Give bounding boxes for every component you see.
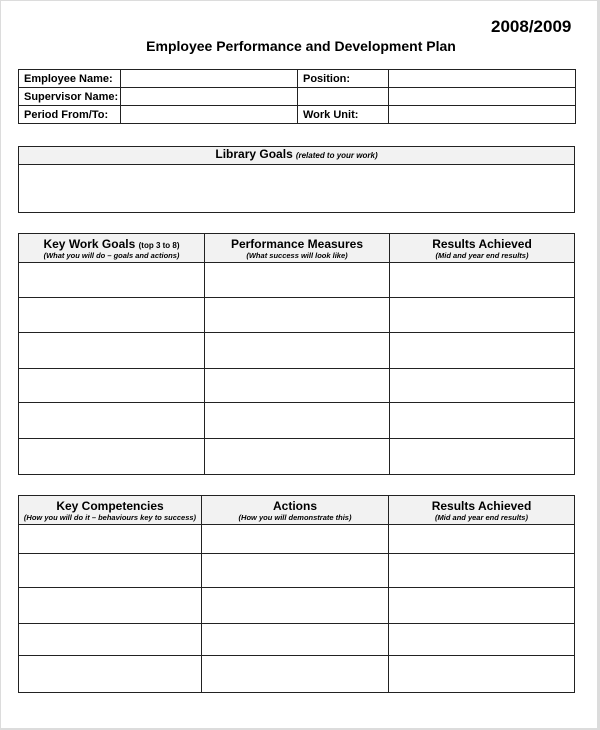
action-cell[interactable] (202, 525, 389, 554)
table-row (19, 588, 575, 624)
library-goals-title: Library Goals (215, 147, 293, 161)
result-cell[interactable] (390, 263, 575, 298)
header-subtitle: (What success will look like) (246, 251, 348, 260)
result-cell[interactable] (389, 588, 575, 624)
result-cell[interactable] (389, 554, 575, 588)
key-competencies-table (18, 495, 575, 693)
header-title: Key Competencies (56, 499, 164, 513)
goal-cell[interactable] (19, 333, 205, 369)
header-key-competencies (19, 496, 202, 525)
period-label: Period From/To: (19, 106, 121, 124)
page (1, 1, 597, 728)
measure-cell[interactable] (205, 403, 390, 439)
result-cell[interactable] (390, 439, 575, 475)
table-row (19, 298, 575, 333)
header-title: Key Work Goals (43, 237, 136, 251)
action-cell[interactable] (202, 624, 389, 656)
blank-label (298, 88, 389, 106)
result-cell[interactable] (389, 656, 575, 693)
table-row (19, 525, 575, 554)
table-row (19, 333, 575, 369)
header-note: (top 3 to 8) (138, 241, 180, 250)
header-results-achieved (389, 496, 575, 525)
table-row (19, 554, 575, 588)
goal-cell[interactable] (19, 369, 205, 403)
header-results-achieved (390, 234, 575, 263)
blank-field[interactable] (389, 88, 576, 106)
goal-cell[interactable] (19, 263, 205, 298)
goal-cell[interactable] (19, 403, 205, 439)
measure-cell[interactable] (205, 333, 390, 369)
header-title: Actions (272, 499, 317, 513)
supervisor-name-field[interactable] (121, 88, 298, 106)
header-actions (202, 496, 389, 525)
position-field[interactable] (389, 70, 576, 88)
employee-info-table (18, 69, 576, 124)
header-key-work-goals (19, 234, 205, 263)
action-cell[interactable] (202, 656, 389, 693)
work-unit-field[interactable] (389, 106, 576, 124)
table-row (19, 263, 575, 298)
header-subtitle: (What you will do – goals and actions) (43, 251, 180, 260)
header-title: Results Achieved (431, 499, 532, 513)
table-row (19, 439, 575, 475)
measure-cell[interactable] (205, 439, 390, 475)
table-row (19, 403, 575, 439)
header-subtitle: (Mid and year end results) (435, 251, 529, 260)
action-cell[interactable] (202, 588, 389, 624)
page-title: Employee Performance and Development Plan (146, 38, 456, 54)
result-cell[interactable] (390, 369, 575, 403)
competency-cell[interactable] (19, 554, 202, 588)
measure-cell[interactable] (205, 369, 390, 403)
competency-cell[interactable] (19, 656, 202, 693)
position-label: Position: (298, 70, 389, 88)
measure-cell[interactable] (205, 263, 390, 298)
table-row (19, 624, 575, 656)
result-cell[interactable] (389, 525, 575, 554)
action-cell[interactable] (202, 554, 389, 588)
employee-name-label: Employee Name: (19, 70, 121, 88)
measure-cell[interactable] (205, 298, 390, 333)
header-subtitle: (How you will demonstrate this) (238, 513, 352, 522)
library-goals-table (18, 146, 575, 213)
result-cell[interactable] (390, 298, 575, 333)
library-goals-header (19, 147, 575, 165)
competency-cell[interactable] (19, 525, 202, 554)
employee-name-field[interactable] (121, 70, 298, 88)
work-unit-label: Work Unit: (298, 106, 389, 124)
library-goals-note: (related to your work) (295, 151, 378, 160)
header-subtitle: (How you will do it – behaviours key to success) (23, 513, 197, 522)
header-performance-measures (205, 234, 390, 263)
header-title: Results Achieved (432, 237, 532, 251)
header-title: Performance Measures (230, 237, 364, 251)
key-work-goals-table (18, 233, 575, 475)
library-goals-field[interactable] (19, 165, 575, 213)
year-label: 2008/2009 (491, 17, 572, 36)
goal-cell[interactable] (19, 439, 205, 475)
result-cell[interactable] (389, 624, 575, 656)
goal-cell[interactable] (19, 298, 205, 333)
result-cell[interactable] (390, 333, 575, 369)
competency-cell[interactable] (19, 624, 202, 656)
period-field[interactable] (121, 106, 298, 124)
table-row (19, 656, 575, 693)
supervisor-name-label: Supervisor Name: (19, 88, 121, 106)
result-cell[interactable] (390, 403, 575, 439)
competency-cell[interactable] (19, 588, 202, 624)
table-row (19, 369, 575, 403)
header-subtitle: (Mid and year end results) (435, 513, 528, 522)
